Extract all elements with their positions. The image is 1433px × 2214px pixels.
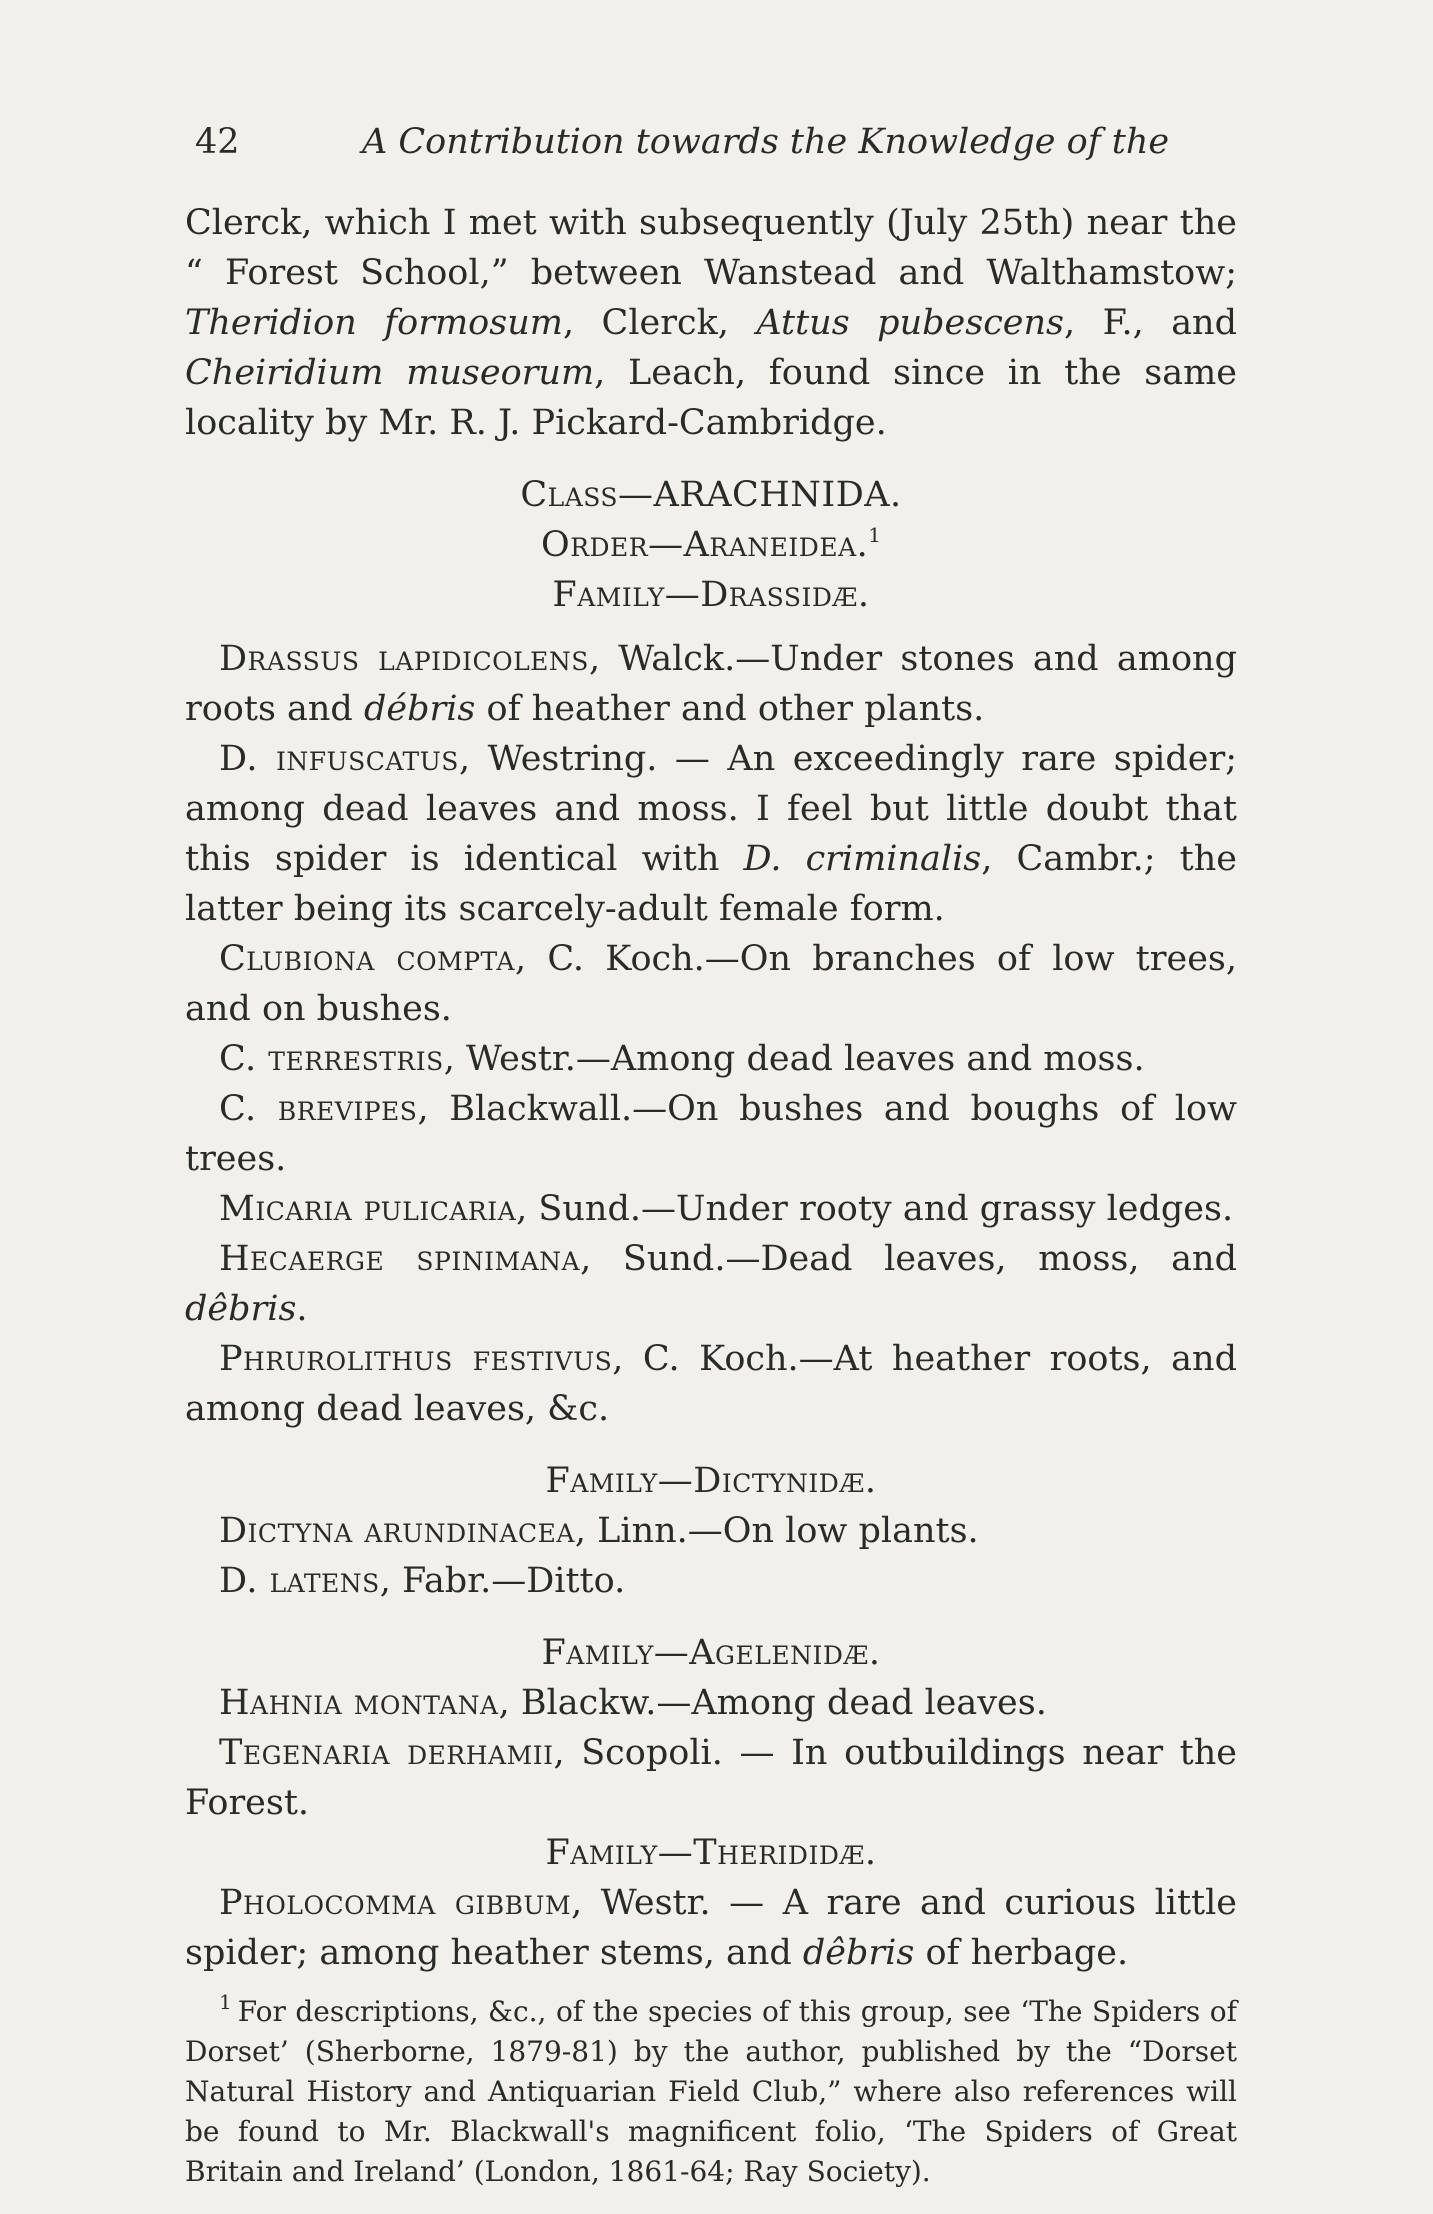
footnote-ref: 1 bbox=[868, 523, 881, 547]
species-name: C. brevipes bbox=[219, 1089, 418, 1129]
species-cheiridium: Cheiridium museorum bbox=[185, 353, 595, 393]
entry-c-brevipes bbox=[185, 1084, 1237, 1184]
entry-italic: dêbris bbox=[185, 1289, 297, 1329]
entry-drassus bbox=[185, 634, 1237, 734]
entry-micaria bbox=[185, 1184, 1237, 1234]
family-heading-text: Family—Therididæ. bbox=[545, 1833, 877, 1873]
intro-text: Clerck, which I met with subsequently (July 25th) near the “ Forest School,” between Wanstead and Walthamstow; bbox=[185, 203, 1237, 293]
species-attus: Attus pubescens bbox=[756, 303, 1065, 343]
family-heading-dictynidae bbox=[185, 1456, 1237, 1506]
entry-text: , Scopoli. — In outbuildings near the Forest. bbox=[185, 1733, 1238, 1823]
entry-text: , Blackwall.—On bushes and boughs of low trees. bbox=[185, 1089, 1238, 1179]
entry-clubiona bbox=[185, 934, 1237, 1034]
class-heading-text: Class—ARACHNIDA. bbox=[520, 475, 902, 515]
entry-d-infuscatus bbox=[185, 734, 1237, 934]
entry-hahnia bbox=[185, 1678, 1237, 1728]
entry-c-terrestris bbox=[185, 1034, 1237, 1084]
species-name: Clubiona compta bbox=[219, 939, 515, 979]
intro-text: , Leach, found since in the same locality by Mr. R. J. Pickard-Cambridge. bbox=[185, 353, 1237, 443]
entry-pholcomma bbox=[185, 1878, 1237, 1978]
footnote bbox=[185, 1992, 1237, 2192]
family-heading-text: Family—Drassidæ. bbox=[552, 575, 870, 615]
entry-text: , Westring. — An exceedingly rare spider; among dead leaves and moss. I feel but little doubt that this spider is identical with bbox=[185, 739, 1237, 879]
entry-text: , Blackw.—Among dead leaves. bbox=[498, 1683, 1047, 1723]
entry-text: , C. Koch.—On branches of low trees, and on bushes. bbox=[185, 939, 1237, 1029]
footnote-mark: 1 bbox=[219, 1990, 232, 2014]
order-heading bbox=[185, 520, 1237, 570]
intro-paragraph bbox=[185, 198, 1237, 448]
footnote-text: For descriptions, &c., of the species of this group, see ‘The Spiders of Dorset’ (Sherborne, 1879-81) by the author, published by the “Dorset Natural History and Antiquarian Field Club,” where also references will be found to Mr. Blackwall's magnificent folio, ‘The Spiders of Great Britain and Ireland’ (London, 1861-64; Ray Society). bbox=[185, 1995, 1237, 2188]
entry-text: , Sund.—Dead leaves, moss, and bbox=[580, 1239, 1237, 1279]
entry-text: of heather and other plants. bbox=[475, 689, 985, 729]
entry-dictyna bbox=[185, 1506, 1237, 1556]
intro-text: , Clerck, bbox=[562, 303, 757, 343]
entry-italic: débris bbox=[363, 689, 476, 729]
species-name: Drassus lapidicolens bbox=[219, 639, 589, 679]
species-name: Dictyna arundinacea bbox=[219, 1511, 575, 1551]
species-name: C. terrestris bbox=[219, 1039, 444, 1079]
order-heading-text: Order—Araneidea. bbox=[541, 525, 869, 565]
entry-text: , Fabr.—Ditto. bbox=[379, 1561, 626, 1601]
entry-text: , Westr.—Among dead leaves and moss. bbox=[443, 1039, 1145, 1079]
class-heading bbox=[185, 470, 1237, 520]
species-name: Tegenaria derhamii bbox=[219, 1733, 554, 1773]
species-name: Hecaerge spinimana bbox=[219, 1239, 581, 1279]
species-name: D. infuscatus bbox=[219, 739, 459, 779]
entry-text: . bbox=[296, 1289, 308, 1329]
species-theridion: Theridion formosum bbox=[185, 303, 563, 343]
page-body bbox=[185, 198, 1237, 2192]
entry-d-latens bbox=[185, 1556, 1237, 1606]
running-title: A Contribution towards the Knowledge of the bbox=[362, 122, 1170, 162]
page-number: 42 bbox=[195, 122, 240, 162]
entry-text: of herbage. bbox=[914, 1933, 1129, 1973]
entry-phrurolithus bbox=[185, 1334, 1237, 1434]
species-name: Hahnia montana bbox=[219, 1683, 499, 1723]
species-name: Pholocomma gibbum bbox=[219, 1883, 572, 1923]
page-header bbox=[195, 112, 1235, 172]
entry-text: , Walck.—Under stones and among roots and bbox=[185, 639, 1237, 729]
family-heading-text: Family—Agelenidæ. bbox=[541, 1633, 881, 1673]
entry-text: , Westr. — A rare and curious little spider; among heather stems, and bbox=[185, 1883, 1237, 1973]
species-name: Micaria pulicaria bbox=[219, 1189, 517, 1229]
entry-tegenaria bbox=[185, 1728, 1237, 1828]
entry-italic: dêbris bbox=[802, 1933, 915, 1973]
family-heading-therididae bbox=[185, 1828, 1237, 1878]
family-heading-agelenidae bbox=[185, 1628, 1237, 1678]
entry-text: , Linn.—On low plants. bbox=[574, 1511, 979, 1551]
species-name: D. latens bbox=[219, 1561, 380, 1601]
entry-text: , C. Koch.—At heather roots, and among dead leaves, &c. bbox=[185, 1339, 1237, 1429]
family-heading-drassidae bbox=[185, 570, 1237, 620]
family-heading-text: Family—Dictynidæ. bbox=[545, 1461, 877, 1501]
species-name: Phrurolithus festivus bbox=[219, 1339, 613, 1379]
entry-text: , Sund.—Under rooty and grassy ledges. bbox=[516, 1189, 1234, 1229]
intro-text: , F., and bbox=[1064, 303, 1238, 343]
entry-italic: D. criminalis bbox=[743, 839, 982, 879]
entry-text: , Cambr.; the latter being its scarcely-adult female form. bbox=[185, 839, 1237, 929]
entry-hecaerge bbox=[185, 1234, 1237, 1334]
